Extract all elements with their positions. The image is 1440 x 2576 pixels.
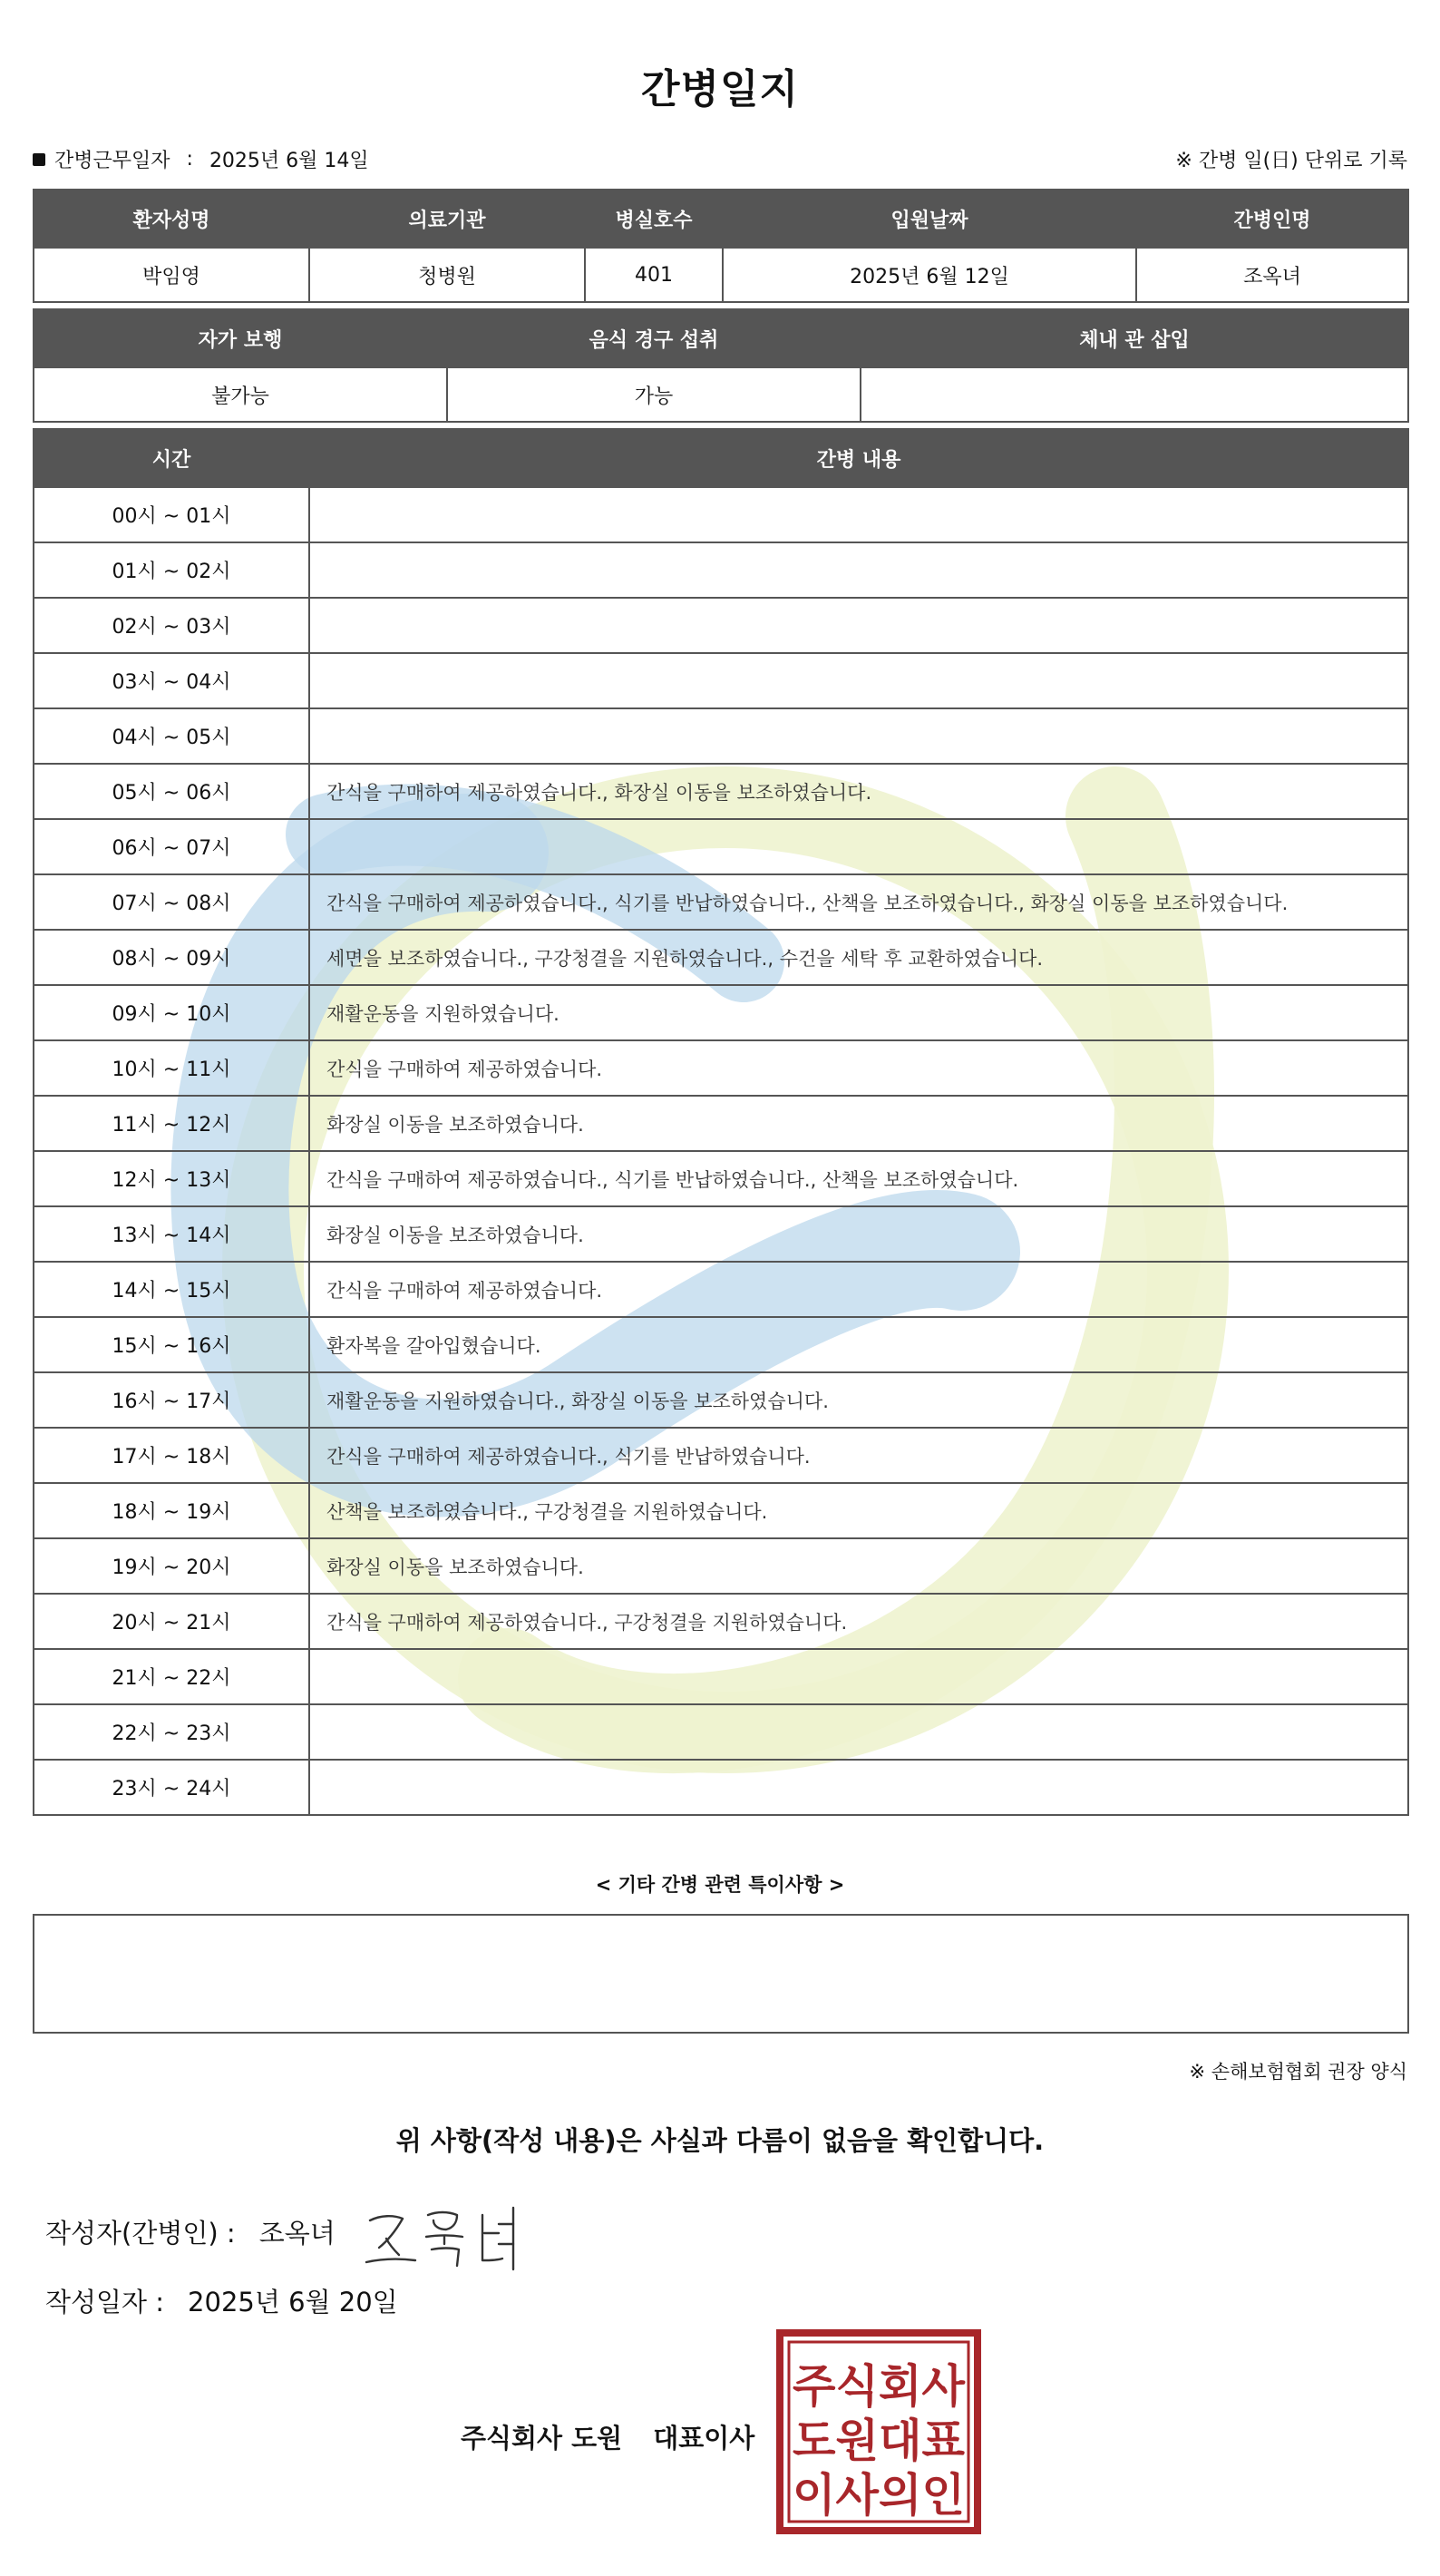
care-log-row	[34, 542, 1408, 598]
care-log-time: 20시 ~ 21시	[34, 1594, 309, 1649]
work-date-block	[33, 145, 369, 173]
company-seal	[776, 2329, 981, 2534]
care-log-content: 화장실 이동을 보조하였습니다.	[309, 1206, 1408, 1262]
care-log-content: 화장실 이동을 보조하였습니다.	[309, 1538, 1408, 1594]
care-log-row	[34, 819, 1408, 874]
care-log-time: 07시 ~ 08시	[34, 874, 309, 930]
care-log-content	[309, 708, 1408, 764]
work-date-label: 간병근무일자	[54, 150, 170, 172]
written-date-block	[45, 2282, 398, 2319]
status-header-row	[34, 309, 1408, 367]
header-room: 병실호수	[585, 190, 723, 248]
svg-text:도원대표: 도원대표	[793, 2415, 966, 2467]
care-log-row	[34, 930, 1408, 985]
header-time: 시간	[34, 429, 309, 487]
recommendation-note: ※ 손해보험협회 권장 양식	[1189, 2061, 1407, 2083]
admission-date: 2025년 6월 12일	[723, 248, 1136, 302]
care-log-time: 19시 ~ 20시	[34, 1538, 309, 1594]
care-log-time: 10시 ~ 11시	[34, 1040, 309, 1096]
care-log-time: 18시 ~ 19시	[34, 1483, 309, 1538]
care-log-content	[309, 542, 1408, 598]
care-log-content: 산책을 보조하였습니다., 구강청결을 지원하였습니다.	[309, 1483, 1408, 1538]
care-log-row	[34, 653, 1408, 708]
care-log-content	[309, 1649, 1408, 1704]
hospital-name: 청병원	[309, 248, 585, 302]
header-care-content: 간병 내용	[309, 429, 1408, 487]
work-date-value: 2025년 6월 14일	[209, 150, 369, 172]
care-log-content	[309, 819, 1408, 874]
care-log-content: 환자복을 갈아입혔습니다.	[309, 1317, 1408, 1372]
care-log-content: 간식을 구매하여 제공하였습니다., 식기를 반납하였습니다., 산책을 보조하였습니다.	[309, 1151, 1408, 1206]
svg-text:주식회사: 주식회사	[793, 2360, 966, 2413]
care-log-row	[34, 985, 1408, 1040]
care-log-row	[34, 1096, 1408, 1151]
header-hospital: 의료기관	[309, 190, 585, 248]
care-log-content	[309, 598, 1408, 653]
patient-info-header-row	[34, 190, 1408, 248]
meta-row	[33, 145, 1407, 178]
care-log-content: 재활운동을 지원하였습니다.	[309, 985, 1408, 1040]
patient-name: 박임영	[34, 248, 309, 302]
care-log-time: 09시 ~ 10시	[34, 985, 309, 1040]
unit-note: ※ 간병 일(日) 단위로 기록	[1175, 150, 1407, 172]
care-log-row	[34, 1262, 1408, 1317]
care-log-time: 06시 ~ 07시	[34, 819, 309, 874]
care-log-time: 15시 ~ 16시	[34, 1317, 309, 1372]
written-date-label: 작성일자 :	[45, 2287, 165, 2317]
caregiver-name: 조옥녀	[1136, 248, 1408, 302]
care-log-time: 13시 ~ 14시	[34, 1206, 309, 1262]
confirmation-statement: 위 사항(작성 내용)은 사실과 다름이 없음을 확인합니다.	[395, 2125, 1045, 2156]
care-log-content	[309, 1704, 1408, 1760]
care-log-row	[34, 1538, 1408, 1594]
care-log-time: 08시 ~ 09시	[34, 930, 309, 985]
care-log-time: 01시 ~ 02시	[34, 542, 309, 598]
header-oral-intake: 음식 경구 섭취	[447, 309, 861, 367]
care-log-row	[34, 874, 1408, 930]
care-log-time: 14시 ~ 15시	[34, 1262, 309, 1317]
care-log-time: 22시 ~ 23시	[34, 1704, 309, 1760]
care-log-row	[34, 598, 1408, 653]
care-log-time: 03시 ~ 04시	[34, 653, 309, 708]
care-log-row	[34, 1151, 1408, 1206]
care-log-time: 17시 ~ 18시	[34, 1428, 309, 1483]
care-log-row	[34, 708, 1408, 764]
care-log-row	[34, 1649, 1408, 1704]
care-log-time: 00시 ~ 01시	[34, 487, 309, 542]
care-log-row	[34, 1760, 1408, 1815]
oral-intake-value: 가능	[447, 367, 861, 422]
care-log-content: 간식을 구매하여 제공하였습니다.	[309, 1040, 1408, 1096]
care-log-row	[34, 764, 1408, 819]
writer-name: 조옥녀	[258, 2218, 336, 2249]
care-log-body	[34, 487, 1408, 1815]
care-log-time: 05시 ~ 06시	[34, 764, 309, 819]
care-log-time: 11시 ~ 12시	[34, 1096, 309, 1151]
company-block	[461, 2418, 754, 2455]
care-log-row	[34, 1317, 1408, 1372]
room-number: 401	[585, 248, 723, 302]
notes-title: < 기타 간병 관련 특이사항 >	[595, 1874, 845, 1896]
header-tube-insertion: 체내 관 삽입	[861, 309, 1408, 367]
care-log-row	[34, 1040, 1408, 1096]
notes-box	[33, 1914, 1409, 2034]
care-log-content: 간식을 구매하여 제공하였습니다.	[309, 1262, 1408, 1317]
header-patient-name: 환자성명	[34, 190, 309, 248]
care-log-time: 16시 ~ 17시	[34, 1372, 309, 1428]
header-admission-date: 입원날짜	[723, 190, 1136, 248]
care-log-row	[34, 1206, 1408, 1262]
care-log-content: 화장실 이동을 보조하였습니다.	[309, 1096, 1408, 1151]
writer-block	[45, 2213, 336, 2250]
status-value-row	[34, 367, 1408, 422]
svg-text:이사의인: 이사의인	[793, 2469, 965, 2522]
care-log-row	[34, 1704, 1408, 1760]
work-date-separator: :	[186, 148, 193, 171]
care-log-content: 재활운동을 지원하였습니다., 화장실 이동을 보조하였습니다.	[309, 1372, 1408, 1428]
care-log-row	[34, 1483, 1408, 1538]
care-log-content: 간식을 구매하여 제공하였습니다., 구강청결을 지원하였습니다.	[309, 1594, 1408, 1649]
care-log-row	[34, 487, 1408, 542]
care-log-row	[34, 1428, 1408, 1483]
care-log-table	[33, 428, 1409, 1816]
care-log-content: 간식을 구매하여 제공하였습니다., 식기를 반납하였습니다.	[309, 1428, 1408, 1483]
care-log-content	[309, 653, 1408, 708]
care-log-time: 23시 ~ 24시	[34, 1760, 309, 1815]
care-log-row	[34, 1372, 1408, 1428]
bullet-square-icon	[33, 153, 45, 166]
tube-insertion-value	[861, 367, 1408, 422]
company-rep-title: 대표이사	[653, 2423, 755, 2454]
written-date-value: 2025년 6월 20일	[188, 2287, 398, 2317]
patient-info-table	[33, 189, 1409, 303]
company-name: 주식회사 도원	[461, 2423, 623, 2454]
care-log-time: 21시 ~ 22시	[34, 1649, 309, 1704]
self-walking-value: 불가능	[34, 367, 447, 422]
care-log-header-row	[34, 429, 1408, 487]
care-log-content: 간식을 구매하여 제공하였습니다., 화장실 이동을 보조하였습니다.	[309, 764, 1408, 819]
care-log-time: 04시 ~ 05시	[34, 708, 309, 764]
document-title: 간병일지	[640, 66, 799, 112]
header-caregiver-name: 간병인명	[1136, 190, 1408, 248]
care-log-content	[309, 487, 1408, 542]
header-self-walking: 자가 보행	[34, 309, 447, 367]
handwritten-signature	[363, 2195, 544, 2277]
care-log-time: 02시 ~ 03시	[34, 598, 309, 653]
patient-info-value-row	[34, 248, 1408, 302]
care-log-content: 간식을 구매하여 제공하였습니다., 식기를 반납하였습니다., 산책을 보조하였습니다., 화장실 이동을 보조하였습니다.	[309, 874, 1408, 930]
care-log-row	[34, 1594, 1408, 1649]
patient-status-table	[33, 308, 1409, 423]
writer-label: 작성자(간병인) :	[45, 2218, 236, 2249]
care-log-content: 세면을 보조하였습니다., 구강청결을 지원하였습니다., 수건을 세탁 후 교환하였습니다.	[309, 930, 1408, 985]
care-log-content	[309, 1760, 1408, 1815]
care-log-time: 12시 ~ 13시	[34, 1151, 309, 1206]
